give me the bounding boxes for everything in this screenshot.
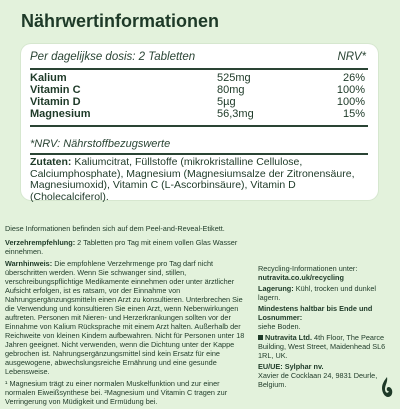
nutrient-name: Magnesium: [30, 108, 91, 120]
dosage-text: 2 Tabletten pro Tag mit einem vollen Glas Wasser einnehmen.: [5, 238, 238, 256]
eu-text: Xavier de Cocklaan 24, 9831 Deurle, Belgium.: [258, 371, 378, 389]
storage-label: Lagerung:: [258, 284, 294, 293]
nutrient-amount: 80mg: [217, 84, 245, 96]
dosage-paragraph: [5, 238, 250, 256]
nutrient-amount: 5µg: [217, 96, 236, 108]
nutrient-name: Kalium: [30, 72, 67, 84]
nutrient-amount: 525mg: [217, 72, 251, 84]
company-label: Nutravita Ltd.: [265, 333, 313, 342]
bestbefore-paragraph: [258, 304, 396, 331]
warning-label: Warnhinweis:: [5, 259, 53, 268]
small-square-icon: [258, 335, 263, 340]
recycling-url: nutravita.co.uk/recycling: [258, 273, 344, 282]
ingredients-list: Kaliumcitrat, Füllstoffe (mikrokristalline Cellulose, Calciumphosphate), Magnesium (Magnesiumsalze der Zitronensäure, Magnesiumoxid), Vitamin C (L-Ascorbinsäure), Vitamin D (Cholecalciferol).: [30, 156, 355, 203]
nutrient-name: Vitamin D: [30, 96, 81, 108]
peel-reveal-note: Diese Informationen befinden sich auf dem Peel-and-Reveal-Etikett.: [5, 224, 225, 233]
storage-text: Kühl, trocken und dunkel lagern.: [258, 284, 377, 302]
table-divider: [30, 153, 368, 155]
storage-paragraph: [258, 284, 396, 302]
usage-info-column: [5, 238, 250, 409]
nrv-column-header: NRV*: [337, 51, 366, 63]
health-claims-paragraph: ¹ Magnesium trägt zu einer normalen Muskelfunktion und zur einer normalen Eiweißsynthese bei. ²Magnesium und Vitamin C tragen zur Verringerung von Müdigkeit und Ermüdung bei.: [5, 379, 228, 406]
bestbefore-label: Mindestens haltbar bis Ende und Losnummer:: [258, 304, 373, 322]
ingredients-text: [30, 157, 368, 203]
nutrient-nrv: 100%: [336, 96, 365, 108]
page-title: Nährwertinformationen: [21, 11, 220, 31]
nrv-footnote: *NRV: Nährstoffbezugswerte: [30, 138, 171, 150]
product-info-section: [0, 212, 400, 406]
warning-paragraph: [5, 259, 250, 376]
nutrient-nrv: 26%: [342, 72, 365, 84]
ingredients-label: Zutaten:: [30, 156, 72, 168]
nutrient-amount: 56,3mg: [217, 108, 254, 120]
dosage-label: Verzehrempfehlung:: [5, 238, 76, 247]
warning-text: Die empfohlene Verzehrmenge pro Tag darf nicht überschritten werden. Wenn Sie schwanger sind, stillen, verschreibungspflichtige Medikamente einnehmen oder unter ärztlicher Aufsicht erfolgen, ist es ratsam, vor der Einnahme von Nahrungsergänzungsmitteln einen Arzt zu konsultieren. Unterbrechen Sie die Verwendung und konsultieren Sie einen Arzt, wenn Nebenwirkungen auftreten. Personen mit Nieren- und Herzerkrankungen sollten vor der Einnahme von Kalium Rücksprache mit einem Arzt halten. Außerhalb der Reichweite von kleinen Kindern aufbewahren. Nicht für Personen unter 18 Jahren geeignet. Nicht verwenden, wenn die Dichtung unter der Kappe gebrochen ist. Nahrungsergänzungsmittel sind kein Ersatz für eine ausgewogene, abwechslungsreiche Ernährung und eine gesunde Lebensweise.: [5, 259, 245, 376]
recycling-text: Recycling-Informationen unter:: [258, 264, 358, 273]
daily-dose-header: Per dagelijkse dosis: 2 Tabletten: [30, 51, 196, 63]
table-divider: [30, 68, 368, 70]
table-divider: [30, 125, 368, 127]
nutravita-logo-icon: [380, 376, 394, 398]
table-row: [30, 108, 368, 121]
eu-paragraph: [258, 362, 396, 389]
nutrient-name: Vitamin C: [30, 84, 81, 96]
nutrient-nrv: 15%: [342, 108, 365, 120]
eu-label: EU/UE: Sylphar nv.: [258, 362, 324, 371]
nutrient-nrv: 100%: [336, 84, 365, 96]
nutrition-table-card: [21, 44, 378, 203]
storage-info-column: [258, 264, 396, 391]
company-paragraph: [258, 333, 396, 360]
bestbefore-text: siehe Boden.: [258, 322, 301, 331]
recycling-paragraph: [258, 264, 396, 282]
company-text: 4th Floor, The Pearce Building, West Street, Maidenhead SL6 1RL, UK.: [258, 333, 386, 360]
